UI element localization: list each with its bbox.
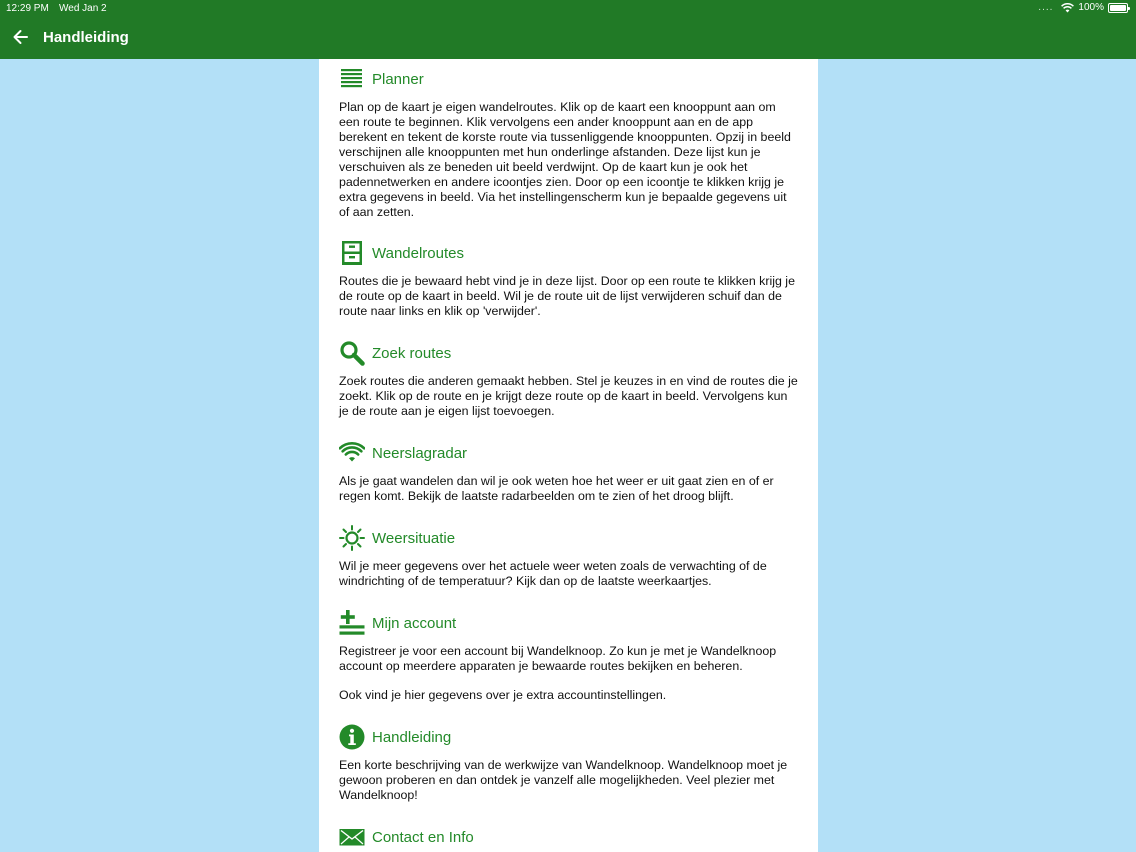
- section-paragraph: Wil je meer gegevens over het actuele weer weten zoals de verwachting of de windrichting of de temperatuur? Kijk dan op de laatste weerkaartjes.: [339, 559, 767, 588]
- section-title: Mijn account: [372, 614, 457, 632]
- section-body: [339, 644, 799, 703]
- app-header: [0, 0, 1136, 59]
- section-body: [339, 100, 799, 220]
- section-header[interactable]: [339, 440, 799, 466]
- section-paragraph: Een korte beschrijving van de werkwijze van Wandelknoop. Wandelknoop moet je gewoon proberen en dan ontdek je vanzelf alle mogelijkheden. Veel plezier met Wandelknoop!: [339, 758, 788, 802]
- signal-dots: ....: [1038, 2, 1054, 13]
- section-paragraph: Routes die je bewaard hebt vind je in deze lijst. Door op een route te klikken krijg je de route op de kaart in beeld. Wil je de route uit de lijst verwijderen schuif dan de route naar links en klik op 'verwijder'.: [339, 274, 795, 318]
- section-zoek-routes: [339, 340, 799, 419]
- status-right: [1038, 2, 1128, 13]
- file-cabinet-icon: [339, 240, 365, 266]
- page-title: Handleiding: [43, 29, 129, 46]
- status-time: 12:29 PM: [6, 3, 49, 14]
- section-header[interactable]: [339, 240, 799, 266]
- section-wandelroutes: [339, 240, 799, 319]
- search-icon: [339, 340, 365, 366]
- section-mijn-account: [339, 610, 799, 703]
- status-bar: [0, 0, 1136, 17]
- battery-percent: 100%: [1078, 2, 1104, 13]
- section-title: Wandelroutes: [372, 244, 464, 262]
- section-header[interactable]: [339, 824, 799, 850]
- section-paragraph: Zoek routes die anderen gemaakt hebben. Stel je keuzes in en vind de routes die je zoekt. Klik op de route en je krijgt deze route op de kaart in beeld. Vervolgens kun je de route aan je eigen lijst toevoegen.: [339, 374, 798, 418]
- list-icon: [339, 66, 365, 92]
- sun-icon: [339, 525, 365, 551]
- battery-icon: [1108, 3, 1128, 13]
- section-header[interactable]: [339, 66, 799, 92]
- section-header[interactable]: [339, 525, 799, 551]
- section-title: Neerslagradar: [372, 444, 468, 462]
- section-header[interactable]: [339, 724, 799, 750]
- section-header[interactable]: [339, 610, 799, 636]
- section-paragraph: Als je gaat wandelen dan wil je ook weten hoe het weer er uit gaat zien en of er regen komt. Bekijk de laatste radarbeelden om te zien of het droog blijft.: [339, 474, 774, 503]
- section-neerslagradar: [339, 440, 799, 504]
- nav-bar: [0, 26, 1136, 50]
- section-paragraph: Ook vind je hier gegevens over je extra accountinstellingen.: [339, 688, 667, 702]
- section-header[interactable]: [339, 340, 799, 366]
- section-paragraph: Registreer je voor een account bij Wandelknoop. Zo kun je met je Wandelknoop account op meerdere apparaten je bewaarde routes bekijken en beheren.: [339, 644, 777, 673]
- section-title: Contact en Info: [372, 828, 474, 846]
- section-paragraph: Plan op de kaart je eigen wandelroutes. Klik op de kaart een knooppunt aan om een route te beginnen. Klik vervolgens een ander knooppunt aan en de app berekent en tekent de korste route via tussenliggende knooppunten. Opzij in beeld verschijnen alle knooppunten met hun onderlinge afstanden. Deze lijst kun je verschuiven als ze beneden uit beeld verdwijnt. Op de kaart kun je ook het padennetwerken en andere icoontjes zien. Door op een icoontje te klikken krijg je extra gegevens in beeld. Via het instellingenscherm kun je bepaalde gegevens uit of aan zetten.: [339, 100, 791, 219]
- envelope-icon: [339, 824, 365, 850]
- section-body: [339, 374, 799, 419]
- plus-minus-icon: [339, 610, 365, 636]
- section-title: Zoek routes: [372, 344, 452, 362]
- section-title: Weersituatie: [372, 529, 456, 547]
- help-content-panel: [319, 59, 818, 852]
- section-title: Handleiding: [372, 728, 452, 746]
- section-planner: [339, 66, 799, 220]
- section-body: [339, 758, 799, 803]
- section-body: [339, 274, 799, 319]
- section-contact-en-info: [339, 824, 799, 850]
- wifi-icon: [339, 440, 365, 466]
- info-icon: [339, 724, 365, 750]
- section-body: [339, 559, 799, 589]
- wifi-status-icon: [1061, 3, 1074, 13]
- section-body: [339, 474, 799, 504]
- section-title: Planner: [372, 70, 424, 88]
- status-date: Wed Jan 2: [59, 3, 107, 14]
- section-weersituatie: [339, 525, 799, 589]
- back-button[interactable]: [10, 26, 32, 48]
- section-handleiding: [339, 724, 799, 803]
- arrow-left-icon: [10, 26, 32, 48]
